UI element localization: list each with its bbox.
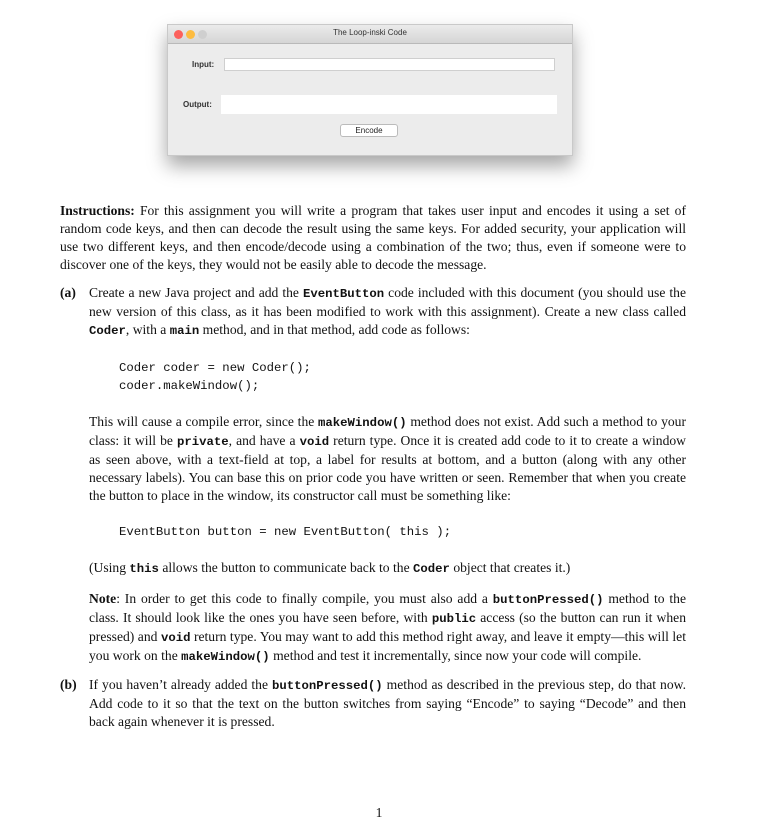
inline-code: main	[169, 324, 200, 338]
window-title: The Loop-inski Code	[333, 28, 407, 37]
assignment-text	[60, 202, 686, 731]
part-b-label: (b)	[60, 677, 77, 692]
text-run: code included with this document (you should use the new version of this class, as it has been modified to work with this assignment). Create a new class called	[89, 285, 686, 319]
code-block-1	[119, 359, 686, 395]
note-paragraph	[89, 590, 686, 666]
text-run: , and have a	[228, 433, 300, 448]
part-a-label: (a)	[60, 285, 76, 300]
text-run: Create a new Java project and add the	[89, 285, 303, 300]
encode-button[interactable]: Encode	[340, 124, 398, 137]
inline-code: Coder	[89, 324, 126, 338]
instructions-heading: Instructions:	[60, 203, 135, 218]
part-b-paragraph	[89, 676, 686, 731]
text-run: (Using	[89, 560, 130, 575]
code-line: Coder coder = new Coder();	[119, 361, 311, 375]
inline-code: buttonPressed()	[492, 593, 604, 607]
inline-code: makeWindow()	[318, 416, 407, 430]
note-label: Note	[89, 591, 117, 606]
part-b	[60, 676, 686, 731]
text-run: method and test it incrementally, since now your code will compile.	[269, 648, 642, 663]
text-run: method as described in the previous step, do that now. Add code to it so that the text on the button switches from saying “Encode” to saying “Decode” and then back again whenever it is pressed.	[89, 677, 686, 729]
text-run: , with a	[125, 322, 170, 337]
inline-code: void	[160, 631, 191, 645]
inline-code: buttonPressed()	[271, 679, 383, 693]
text-run: return type. Once it is created add code to it to create a window as seen above, with a text-field at top, a label for results at bottom, and a button (along with any other necessary labels). You can base this on prior code you have written or seen. Remember that when you create the button to place in the window, its constructor call must be something like:	[89, 433, 686, 503]
text-run: method to the class. It should look like the ones you have seen before, with	[89, 591, 686, 625]
app-window-screenshot	[167, 24, 573, 156]
text-run: allows the button to communicate back to the	[158, 560, 414, 575]
inline-code: private	[176, 435, 229, 449]
part-a-paragraph-2	[89, 413, 686, 505]
part-a-paragraph-3	[89, 559, 686, 578]
inline-code: void	[299, 435, 330, 449]
text-run: : In order to get this code to finally compile, you must also add a	[116, 591, 493, 606]
instructions-body: For this assignment you will write a program that takes user input and encodes it using a set of random code keys, and then can decode the result using the same keys. For added security, your application will use two different keys, and then encode/decode using a combination of the two; thus, even if someone were to discover one of the keys, they would not be easily able to decode the message.	[60, 203, 686, 272]
input-label: Input:	[192, 60, 215, 69]
inline-code: this	[129, 562, 159, 576]
inline-code: public	[431, 612, 477, 626]
text-run: If you haven’t already added the	[89, 677, 272, 692]
text-run: object that creates it.)	[449, 560, 571, 575]
output-label: Output:	[183, 100, 212, 109]
input-field[interactable]	[224, 58, 555, 71]
output-display	[221, 95, 557, 114]
code-line: EventButton button = new EventButton( this );	[119, 525, 452, 539]
instructions-paragraph	[60, 202, 686, 274]
inline-code: EventButton	[302, 287, 385, 301]
code-line: coder.makeWindow();	[119, 379, 260, 393]
text-run: method does not exist. Add such a method to your class: it will be	[89, 414, 686, 448]
window-titlebar	[168, 25, 572, 44]
text-run: return type. You may want to add this method right away, and leave it empty—this will let you work on the	[89, 629, 686, 663]
page-number: 1	[375, 805, 383, 820]
part-a-paragraph-1	[89, 284, 686, 340]
text-run: access (so the button can run it when pressed) and	[89, 610, 686, 644]
part-a	[60, 284, 686, 666]
inline-code: makeWindow()	[181, 650, 270, 664]
code-block-2	[119, 523, 686, 541]
text-run: method, and in that method, add code as follows:	[199, 322, 470, 337]
inline-code: Coder	[413, 562, 450, 576]
text-run: This will cause a compile error, since the	[89, 414, 319, 429]
